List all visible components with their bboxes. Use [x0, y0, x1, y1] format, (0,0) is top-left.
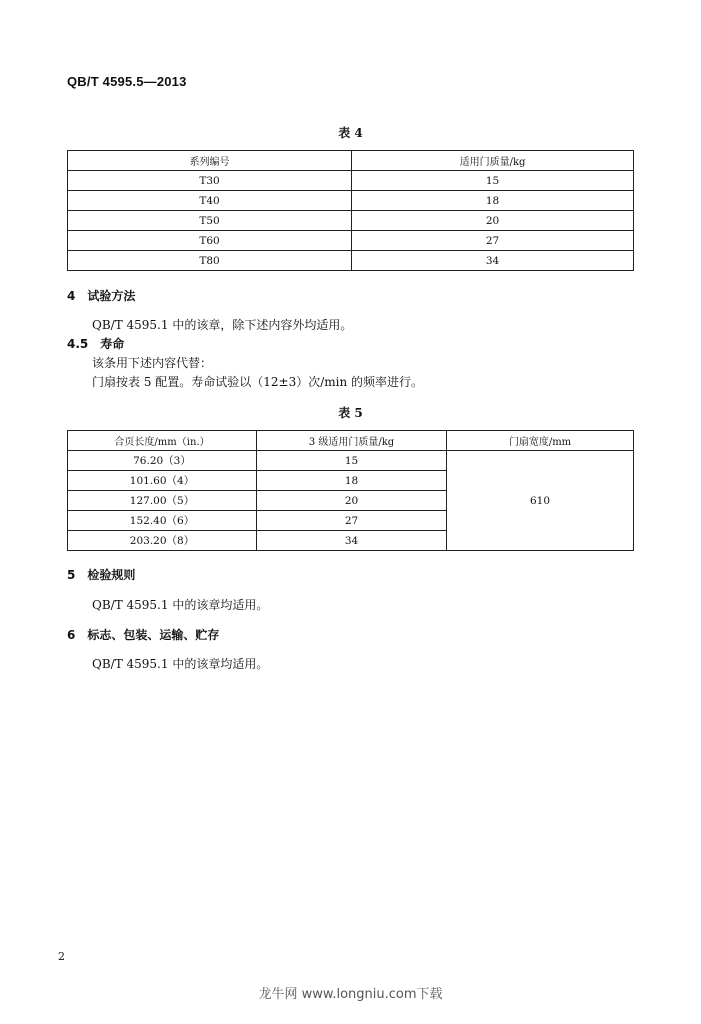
- table5-cell-length: 152.40（6）: [68, 511, 257, 531]
- table5-cell-mass: 18: [257, 471, 447, 491]
- section4-5-line2: 门扇按表 5 配置。寿命试验以（12±3）次/min 的频率进行。: [92, 375, 424, 389]
- table5-header-mass: 3 级适用门质量/kg: [257, 431, 447, 451]
- table4-cell-mass: 15: [352, 171, 634, 191]
- table-row: [68, 191, 634, 211]
- table5-cell-length: 101.60（4）: [68, 471, 257, 491]
- table5-cell-mass: 20: [257, 491, 447, 511]
- table5-cell-door-width: 610: [447, 451, 634, 551]
- table4-header-mass: 适用门质量/kg: [352, 151, 634, 171]
- page-number: 2: [58, 950, 65, 963]
- table5-caption: 表 5: [338, 406, 363, 420]
- section4-text: QB/T 4595.1 中的该章，除下述内容外均适用。: [92, 318, 353, 332]
- table-row: [68, 451, 634, 471]
- table-row: [68, 211, 634, 231]
- section4-5-heading: 4.5 寿命: [67, 337, 125, 351]
- table4: [67, 150, 634, 271]
- table5: [67, 430, 634, 551]
- section6-text: QB/T 4595.1 中的该章均适用。: [92, 657, 269, 671]
- table-row: [68, 171, 634, 191]
- table-row: [68, 251, 634, 271]
- table-row: [68, 231, 634, 251]
- table4-cell-mass: 27: [352, 231, 634, 251]
- download-watermark: 龙牛网 www.longniu.com下载: [258, 987, 443, 1002]
- section5-heading: 5 检验规则: [67, 568, 136, 582]
- table4-cell-series: T40: [68, 191, 352, 211]
- table4-cell-series: T80: [68, 251, 352, 271]
- table5-cell-mass: 34: [257, 531, 447, 551]
- table5-cell-length: 76.20（3）: [68, 451, 257, 471]
- section6-heading: 6 标志、包装、运输、贮存: [67, 628, 220, 642]
- table4-cell-mass: 34: [352, 251, 634, 271]
- table4-cell-series: T60: [68, 231, 352, 251]
- section4-heading: 4 试验方法: [67, 289, 136, 303]
- section5-text: QB/T 4595.1 中的该章均适用。: [92, 598, 269, 612]
- table5-cell-mass: 27: [257, 511, 447, 531]
- section4-5-line1: 该条用下述内容代替：: [92, 356, 213, 370]
- table5-cell-length: 127.00（5）: [68, 491, 257, 511]
- table5-cell-mass: 15: [257, 451, 447, 471]
- table5-header-width: 门扇宽度/mm: [447, 431, 634, 451]
- standard-code: QB/T 4595.5—2013: [67, 74, 187, 89]
- table4-cell-mass: 18: [352, 191, 634, 211]
- table4-caption: 表 4: [338, 126, 363, 140]
- table5-cell-length: 203.20（8）: [68, 531, 257, 551]
- table4-cell-series: T30: [68, 171, 352, 191]
- table4-cell-mass: 20: [352, 211, 634, 231]
- table4-header-series: 系列编号: [68, 151, 352, 171]
- table5-header-length: 合页长度/mm（in.）: [68, 431, 257, 451]
- table4-cell-series: T50: [68, 211, 352, 231]
